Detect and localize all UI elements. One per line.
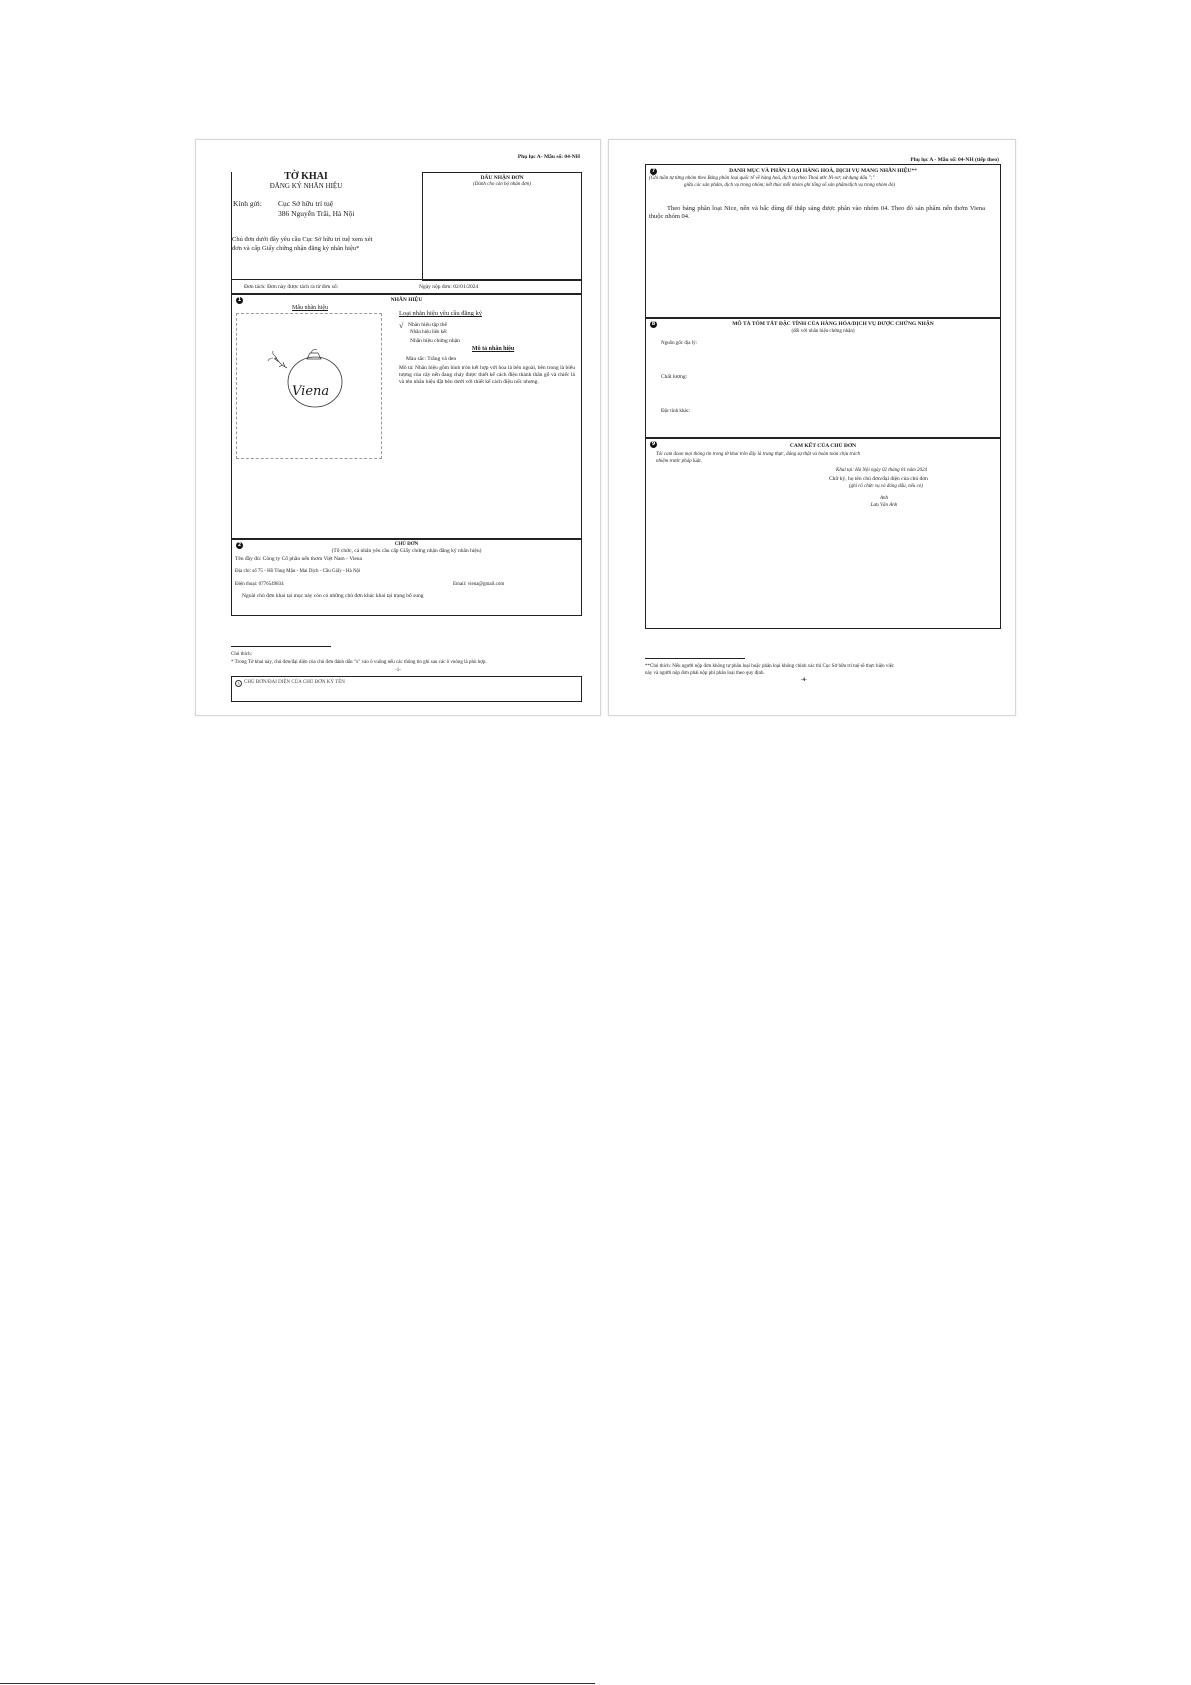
section-goods-services (645, 164, 1001, 319)
filing-date: Ngày nộp đơn: 02/01/2024 (419, 284, 479, 290)
footnote-rule-2 (645, 658, 745, 659)
page-number-1: -1- (395, 668, 401, 673)
section-2-subtitle: (Tổ chức, cá nhân yêu cầu cấp Giấy chứng nhận đăng ký nhãn hiệu) (331, 548, 482, 554)
section-owner (231, 538, 582, 616)
description-heading: Mô tả nhãn hiệu (472, 346, 515, 352)
footnote-line-1: **Chú thích: Nếu người nộp đơn không tự phân loại hoặc phân loại không chính xác thì Cục Sở hữu trí tuệ sẽ thực hiện việc (645, 664, 895, 669)
other-owners-note: Ngoài chủ đơn khai tại mục này còn có những chủ đơn khác khai tại trang bổ sung (242, 593, 424, 599)
request-line-2: đơn và cấp Giấy chứng nhận đăng ký nhãn hiệu* (232, 245, 360, 252)
page-bottom-rule (0, 1683, 595, 1684)
mark-sample-label: Mẫu nhãn hiệu (292, 305, 328, 311)
signer-name: Lưu Văn Anh (870, 503, 898, 508)
section-2-title: CHỦ ĐƠN (394, 542, 419, 547)
note-text: * Trong Tờ khai này, chủ đơn/đại diện của chủ đơn đánh dấu "x" vào ô vuông nếu các thông tin ghi sau các ô vuông là phù hợp. (231, 660, 487, 665)
annex-label: Phụ lục A- Mẫu số: 04-NH (517, 154, 580, 160)
section-1-title: NHÃN HIỆU (390, 297, 423, 303)
form-page-1 (195, 139, 601, 716)
declared-at: Khai tại: Hà Nội ngày 02 tháng 01 năm 2024 (836, 468, 927, 473)
to-address: 386 Nguyễn Trãi, Hà Nội (278, 209, 355, 218)
section-number-8: 8 (651, 321, 656, 327)
signature: Anh (879, 496, 889, 501)
section-number-9: 9 (651, 441, 656, 447)
page-number-4: -4- (801, 678, 807, 683)
section-mark (231, 293, 582, 540)
mark-description: Mô tả: Nhãn hiệu gồm hình tròn kết hợp với hoa lá bên ngoài, bên trong là biểu tượng của cây nến đang cháy được thiết kế cách điệu thành thân gỗ và chiếc lá và tên nhãn hiệu đặt bên dưới với thiết kế cách điệu nốc nhưng. (399, 365, 575, 385)
color-line: Màu sắc: Trắng và đen (406, 356, 457, 362)
mark-type-heading: Loại nhãn hiệu yêu cầu đăng ký (399, 310, 483, 317)
type-certification: Nhãn hiệu chứng nhận (410, 338, 460, 344)
form-page-2 (608, 139, 1016, 716)
section-3-title: CHỦ ĐƠN/ĐẠI DIỆN CỦA CHỦ ĐƠN KÝ TÊN (244, 680, 345, 685)
to-org: Cục Sở hữu trí tuệ (278, 199, 334, 208)
section-7-title: DANH MỤC VÀ PHÂN LOẠI HÀNG HOÁ, DỊCH VỤ MANG NHÃN HIỆU** (729, 168, 917, 174)
owner-email: Email: viena@gmail.com (453, 582, 505, 587)
owner-address: Địa chỉ: số 75 - Hồ Tùng Mậu - Mai Dịch - Cầu Giấy - Hà Nội (235, 569, 361, 574)
to-label: Kính gửi: (233, 199, 262, 208)
request-line-1: Chủ đơn dưới đây yêu cầu Cục Sở hữu trí tuệ xem xét (232, 236, 373, 243)
footnote-line-2: này và người nộp đơn phải nộp phí phân loại theo quy định. (645, 671, 765, 676)
section-certified-properties (645, 317, 1001, 439)
type-associated: Nhãn hiệu liên kết (410, 330, 447, 335)
other-properties: Đặc tính khác: (661, 409, 691, 414)
mark-sample-area (236, 313, 382, 459)
logo-text: Viena (292, 384, 330, 399)
section-number-7: 7 (651, 168, 656, 174)
stamp-subtitle: (Dành cho cán bộ nhận đơn) (473, 182, 531, 187)
receipt-stamp-box (422, 172, 582, 281)
section-7-instruction-1: (Ghi tuần tự từng nhóm theo Bảng phân loại quốc tế về hàng hoá, dịch vụ theo Thoả ước Ni-xơ; sử dụng dấu ";" (649, 176, 875, 181)
section-number-2: 2 (237, 542, 242, 548)
left-border (231, 172, 232, 279)
section-signature (231, 676, 582, 702)
signature-label: Chữ ký, họ tên chủ đơn/đại diện của chủ đơn (829, 476, 928, 482)
stamp-title: DẤU NHẬN ĐƠN (480, 175, 524, 181)
form-subtitle: ĐĂNG KÝ NHÃN HIỆU (269, 182, 343, 190)
type-collective: Nhãn hiệu tập thể (408, 322, 447, 328)
owner-phone: Điện thoại: 0776549834 (235, 582, 284, 587)
section-8-title: MÔ TẢ TÓM TẮT ĐẶC TÍNH CỦA HÀNG HÓA/DỊCH VỤ ĐƯỢC CHỨNG NHẬN (732, 321, 934, 327)
commitment-line-1: Tôi cam đoan mọi thông tin trong tờ khai trên đây là trung thực, đúng sự thật và hoàn toàn chịu trách (656, 452, 861, 457)
section-commitment (645, 437, 1001, 629)
note-label: Chú thích: (231, 652, 252, 657)
section-number-1: 1 (237, 297, 242, 303)
footnote-rule (231, 646, 331, 647)
commitment-line-2: nhiệm trước pháp luật. (656, 459, 702, 464)
goods-classification-text: Theo bảng phân loại Nice, nến và bấc dùng để thắp sáng được phân vào nhóm 04. Theo đó sản phẩm nến thơm Viena thuộc nhóm 04. (649, 205, 985, 221)
owner-name: Tên đầy đủ: Công ty Cổ phần nến thơm Việt Nam - Viena (235, 556, 362, 562)
section-number-3: 3 (235, 680, 242, 687)
check-mark: √ (399, 321, 404, 330)
form-title: TỜ KHAI (284, 171, 328, 182)
section-7-instruction-2: giữa các sản phẩm, dịch vụ trong nhóm; kết thúc mỗi nhóm ghi tổng số sản phẩm/dịch vụ trong nhóm đó) (684, 183, 896, 188)
split-application: Đơn tách: Đơn này được tách ra từ đơn số: (244, 284, 339, 290)
section-8-subtitle: (đối với nhãn hiệu chứng nhận) (791, 329, 855, 334)
section-9-title: CAM KẾT CỦA CHỦ ĐƠN (789, 443, 857, 449)
quality: Chất lượng: (661, 374, 688, 380)
geographic-origin: Nguồn gốc địa lý: (661, 341, 697, 346)
signature-note: (ghi rõ chức vụ và đóng dấu, nếu có) (849, 484, 923, 489)
annex-label-continued: Phụ lục A - Mẫu số: 04-NH (tiếp theo) (910, 157, 999, 163)
